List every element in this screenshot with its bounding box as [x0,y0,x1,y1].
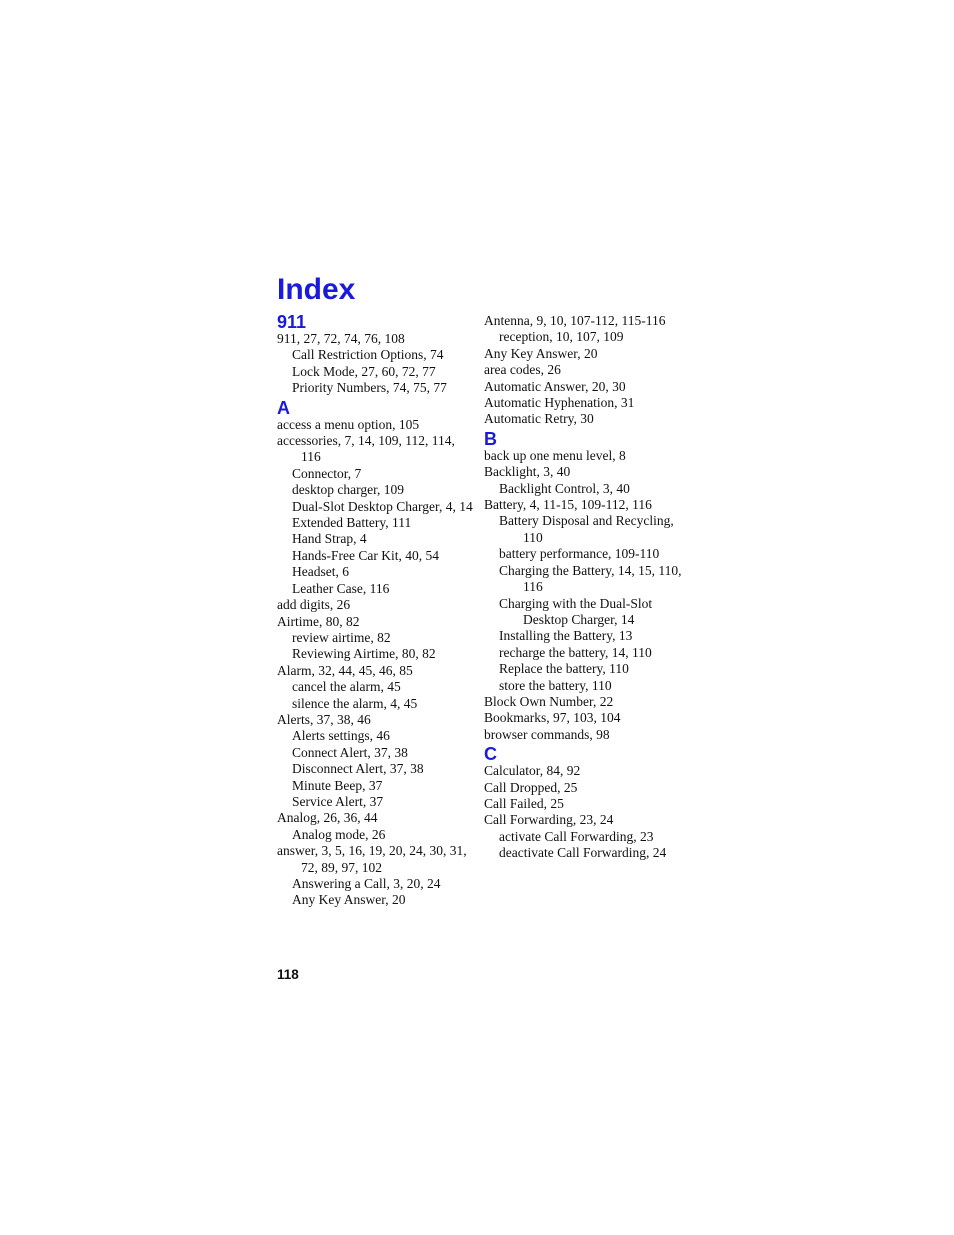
index-subentry: Call Restriction Options, 74 [292,347,444,363]
index-subentry: Reviewing Airtime, 80, 82 [292,646,436,662]
index-letter-heading: C [484,744,497,765]
index-subentry: Lock Mode, 27, 60, 72, 77 [292,363,436,379]
index-entry: Call Failed, 25 [484,795,564,811]
index-entry: add digits, 26 [277,597,351,613]
index-subentry: store the battery, 110 [499,677,612,693]
index-subentry: Charging with the Dual-Slot Desktop Charger, 14 [499,595,653,627]
index-subentry: Disconnect Alert, 37, 38 [292,761,424,777]
index-subentry: cancel the alarm, 45 [292,679,401,695]
index-subentry: Headset, 6 [292,564,349,580]
index-subentry: desktop charger, 109 [292,482,405,498]
index-column-right [484,313,684,862]
index-entry: Alerts, 37, 38, 46 [277,711,371,727]
index-subentry: Battery Disposal and Recycling, 110 [499,513,674,545]
index-subentry: Hand Strap, 4 [292,531,367,547]
page-title: Index [277,273,356,306]
index-entry: Backlight, 3, 40 [484,464,571,480]
index-entry: Call Dropped, 25 [484,779,578,795]
index-entry: access a menu option, 105 [277,416,420,432]
index-subentry: Answering a Call, 3, 20, 24 [292,876,441,891]
index-letter-heading: B [484,428,497,449]
index-subentry: reception, 10, 107, 109 [499,329,624,345]
index-entry: Call Forwarding, 23, 24 [484,812,614,828]
index-entry: Bookmarks, 97, 103, 104 [484,710,621,726]
index-entry: Analog, 26, 36, 44 [277,810,378,826]
index-column-left [277,313,477,909]
index-subentry: Extended Battery, 111 [292,515,412,531]
index-entry: Automatic Answer, 20, 30 [484,378,626,394]
index-subentry: battery performance, 109-110 [499,546,660,562]
index-subentry: Charging the Battery, 14, 15, 110, 116 [499,562,682,595]
index-subentry: Priority Numbers, 74, 75, 77 [292,380,447,396]
index-entry: accessories, 7, 14, 109, 112, 114, 116 [277,433,455,465]
index-subentry: silence the alarm, 4, 45 [292,695,418,711]
index-entry: browser commands, 98 [484,726,610,742]
index-subentry: Any Key Answer, 20 [292,892,406,908]
index-subentry: Backlight Control, 3, 40 [499,480,630,496]
index-subentry: deactivate Call Forwarding, 24 [499,845,667,861]
index-entry: Any Key Answer, 20 [484,345,598,361]
index-subentry: recharge the battery, 14, 110 [499,644,652,660]
index-subentry: Service Alert, 37 [292,793,384,809]
index-letter-heading: A [277,397,290,418]
index-entry: Automatic Retry, 30 [484,411,594,427]
index-entry: Calculator, 84, 92 [484,763,581,779]
index-subentry: Replace the battery, 110 [499,661,629,677]
index-subentry: Leather Case, 116 [292,580,390,596]
index-subentry: review airtime, 82 [292,629,391,645]
index-entry: Airtime, 80, 82 [277,613,360,629]
index-entry: 911, 27, 72, 74, 76, 108 [277,331,405,346]
index-entry: Alarm, 32, 44, 45, 46, 85 [277,662,413,678]
index-subentry: activate Call Forwarding, 23 [499,828,654,844]
index-entry: Automatic Hyphenation, 31 [484,395,635,411]
index-subentry: Alerts settings, 46 [292,728,390,744]
index-entry: Battery, 4, 11-15, 109-112, 116 [484,497,652,513]
index-entry: Block Own Number, 22 [484,693,614,709]
index-entry: Antenna, 9, 10, 107-112, 115-116 [484,313,666,328]
index-entry: back up one menu level, 8 [484,447,626,463]
index-subentry: Dual-Slot Desktop Charger, 4, 14 [292,498,473,514]
index-entry: answer, 3, 5, 16, 19, 20, 24, 30, 31, 72, 89, 97, 102 [277,843,467,875]
index-subentry: Installing the Battery, 13 [499,628,633,644]
page-number: 118 [277,967,299,982]
index-subentry: Connect Alert, 37, 38 [292,744,408,760]
index-subentry: Minute Beep, 37 [292,777,383,793]
index-letter-heading: 911 [277,312,307,332]
index-subentry: Hands-Free Car Kit, 40, 54 [292,547,439,563]
index-subentry: Connector, 7 [292,465,362,481]
index-subentry: Analog mode, 26 [292,826,386,842]
index-entry: area codes, 26 [484,362,561,378]
